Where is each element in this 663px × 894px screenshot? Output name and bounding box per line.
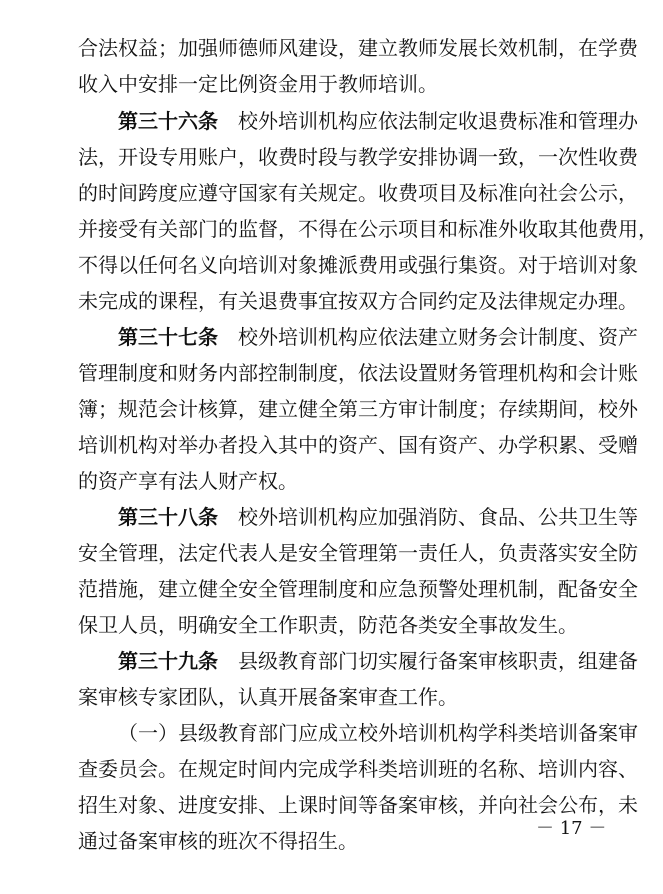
text-line — [78, 466, 590, 496]
article-36-first-line — [118, 106, 638, 136]
line-text: 的时间跨度应遵守国家有关规定。收费项目及标准向社会公示， — [78, 181, 638, 205]
article-title: 第三十八条 — [118, 505, 218, 529]
text-line — [78, 538, 638, 568]
line-text: 校外培训机构应依法建立财务会计制度、资产 — [218, 325, 638, 349]
line-text: 合法权益；加强师德师风建设，建立教师发展长效机制，在学费 — [78, 36, 638, 60]
line-text: （一）县级教育部门应成立校外培训机构学科类培训备案审 — [118, 721, 638, 745]
article-title: 第三十九条 — [118, 649, 218, 673]
text-line — [78, 754, 638, 784]
page-number: － 17 － — [536, 818, 607, 839]
text-line — [78, 682, 590, 712]
line-text: 不得以任何名义向培训对象摊派费用或强行集资。对于培训对象 — [78, 253, 638, 277]
line-text: 培训机构对举办者投入其中的资产、国有资产、办学积累、受赠 — [78, 433, 638, 457]
text-line — [78, 69, 590, 99]
clause-1-first-line — [118, 718, 638, 748]
article-title: 第三十七条 — [118, 325, 218, 349]
text-line — [78, 250, 638, 280]
line-text: 的资产享有法人财产权。 — [78, 469, 298, 493]
article-title: 第三十六条 — [118, 109, 218, 133]
article-38-first-line — [118, 502, 638, 532]
line-text: 未完成的课程，有关退费事宜按双方合同约定及法律规定办理。 — [78, 289, 638, 313]
line-text: 案审核专家团队，认真开展备案审查工作。 — [78, 685, 458, 709]
line-text: 簿；规范会计核算，建立健全第三方审计制度；存续期间，校外 — [78, 397, 638, 421]
text-line — [78, 826, 590, 856]
line-text: 招生对象、进度安排、上课时间等备案审核，并向社会公布，未 — [78, 793, 638, 817]
line-text: 收入中安排一定比例资金用于教师培训。 — [78, 72, 438, 96]
article-37-first-line — [118, 322, 638, 352]
text-line — [78, 790, 638, 820]
text-line — [78, 286, 638, 316]
text-line — [78, 214, 658, 244]
text-line — [78, 394, 638, 424]
text-line — [78, 178, 638, 208]
line-text: 校外培训机构应依法制定收退费标准和管理办 — [218, 109, 638, 133]
line-text: 法，开设专用账户，收费时段与教学安排协调一致，一次性收费 — [78, 145, 638, 169]
line-text: 县级教育部门切实履行备案审核职责，组建备 — [218, 649, 638, 673]
line-text: 查委员会。在规定时间内完成学科类培训班的名称、培训内容、 — [78, 757, 638, 781]
text-line — [78, 610, 590, 640]
article-39-first-line — [118, 646, 638, 676]
line-text: 管理制度和财务内部控制制度，依法设置财务管理机构和会计账 — [78, 361, 638, 385]
line-text: 通过备案审核的班次不得招生。 — [78, 829, 358, 853]
line-text: 安全管理，法定代表人是安全管理第一责任人，负责落实安全防 — [78, 541, 638, 565]
text-line — [78, 142, 638, 172]
line-text: 并接受有关部门的监督，不得在公示项目和标准外收取其他费用， — [78, 217, 658, 241]
text-line — [78, 574, 638, 604]
text-line — [78, 358, 638, 388]
text-line — [78, 33, 638, 63]
text-line — [78, 430, 638, 460]
line-text: 校外培训机构应加强消防、食品、公共卫生等 — [218, 505, 638, 529]
line-text: 范措施，建立健全安全管理制度和应急预警处理机制，配备安全 — [78, 577, 638, 601]
line-text: 保卫人员，明确安全工作职责，防范各类安全事故发生。 — [78, 613, 578, 637]
